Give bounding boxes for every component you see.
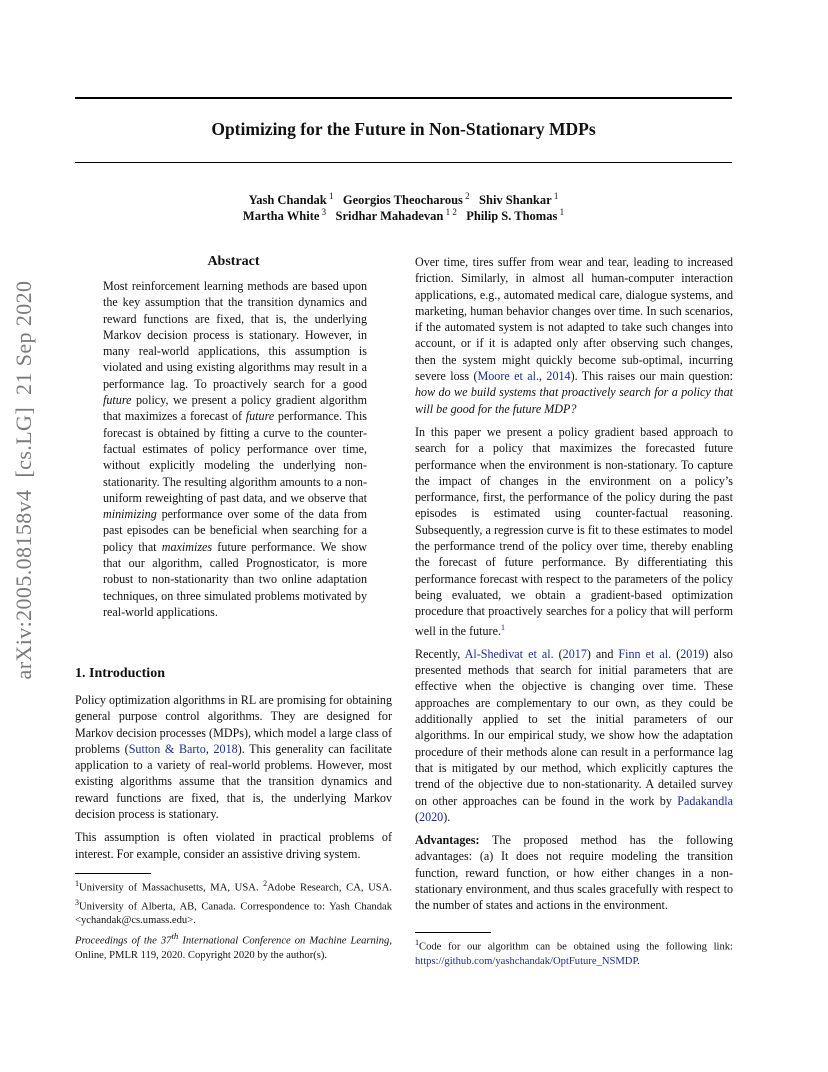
text-run: policy, we present a policy gradient algorithm that maximizes a forecast of (103, 393, 367, 424)
citation-link[interactable]: 2019 (680, 646, 705, 661)
text-run: ). This generality can facilitate application to a variety of real-world problems. However, most existing algorithms assume that the transition dynamics and reward functions are fixed, that is, the underlying Markov decision process is stationary. (75, 741, 393, 822)
text-run: ( (415, 809, 420, 824)
text-run: Policy optimization algorithms in RL are promising for obtaining general purpose control algorithms. They are designed for Markov decision processes (MDPs), which model a large class of problems ( (75, 693, 392, 756)
citation-link[interactable]: Finn et al. (618, 646, 672, 661)
citation-link[interactable]: 1 (500, 622, 505, 632)
right-column-body (415, 254, 733, 921)
citation-link[interactable]: Sutton & Barto (128, 741, 206, 756)
arxiv-category: [cs.LG] (11, 406, 36, 478)
text-run: future (245, 409, 275, 424)
author-list-line-1 (75, 191, 732, 208)
text-run: future (103, 393, 132, 408)
text-run: Over time, tires suffer from wear and tear, leading to increased friction. Similarly, in almost all human-computer interaction applications, e.g., automated medical care, dialogue systems, and marketing, human behavior changes over time. In such scenarios, if the automated system is not adapted to take such changes into account, or if it is adapted only after observing such changes, then the system might quickly become sub-optimal, incurring severe loss ( (415, 255, 733, 384)
text-run: , (538, 369, 547, 384)
citation-link[interactable]: https://github.com/yashchandak/OptFuture_NSMDP (415, 955, 638, 967)
text-run: Advantages: (415, 833, 480, 848)
author-list-line-2 (75, 207, 732, 224)
citation-link[interactable]: Padakandla (677, 793, 733, 808)
text-run: . (637, 955, 640, 967)
paragraph (415, 254, 733, 417)
paragraph (415, 832, 733, 913)
text-run: ) also presented methods that search for initial parameters that are effective when the objective is changing over time. These approaches are complementary to our own, as they could be additionally applied to set the initial parameters of our algorithms. In our empirical study, we show how the adaptation procedure of their methods alone can result in a performance lag that is mitigated by our method, which explicitly captures the trend of the objective due to non-stationarity. A detailed survey on other approaches can be found in the work by (415, 646, 733, 808)
introduction-body (75, 692, 392, 869)
text-run: This assumption is often violated in practical problems of interest. For example, consider an assistive driving system. (75, 830, 392, 861)
arxiv-id: arXiv:2005.08158v4 (11, 489, 36, 680)
arxiv-date: 21 Sep 2020 (11, 280, 36, 395)
citation-link[interactable]: 2020 (419, 809, 444, 824)
affiliation-marker: 1 (557, 207, 565, 217)
introduction-heading: 1. Introduction (75, 666, 165, 681)
text-run: Adobe Research, CA, USA. (267, 882, 392, 894)
abstract-body (103, 278, 367, 620)
text-run: maximizes (161, 539, 213, 554)
text-run: The proposed method has the following advantages: (a) It does not require modeling the transition function, reward function, or how either changes in a non-stationary environment, and thus scales gracefully with respect to the number of states and actions in the environment. (415, 833, 733, 913)
abstract-heading: Abstract (207, 254, 260, 269)
citation-link[interactable]: 2018 (213, 741, 238, 756)
author-name: Yash Chandak (248, 193, 327, 208)
affiliation-marker: 3 (319, 207, 327, 217)
author-name: Martha White (242, 209, 320, 224)
footnote-rule-right (415, 932, 491, 933)
affiliation-marker: 1 (551, 191, 559, 201)
paragraph (75, 692, 392, 822)
text-run: Most reinforcement learning methods are based upon the key assumption that the transition dynamics and reward functions are fixed, that is, the underlying Markov decision process is stationary. However, in many real-world applications, this assumption is violated and using existing algorithms may result in a performance lag. To proactively search for a good (103, 279, 367, 391)
text-run: Proceedings of the 37 (75, 935, 172, 947)
citation-link[interactable]: Moore et al. (477, 369, 539, 384)
text-run: ( (671, 646, 681, 661)
text-run: 1 (415, 938, 419, 947)
arxiv-identifier-stamp (11, 280, 37, 680)
affiliation-marker: 1 2 (443, 207, 457, 217)
text-run: 3 (75, 897, 79, 907)
paragraph (415, 424, 733, 639)
title-rule-top (75, 97, 732, 99)
affiliation-marker: 1 (326, 191, 334, 201)
paragraph (415, 646, 733, 825)
title-rule-bottom (75, 162, 732, 163)
citation-link[interactable]: 2014 (546, 369, 571, 384)
proceedings-notice (75, 929, 392, 963)
text-run: performance. This forecast is obtained by fitting a curve to the counter-factual estimates of policy performance over time, without explicitly modeling the underlying non-stationarity. The resulting algorithm amounts to a non-uniform reweighting of past data, and we observe that (103, 409, 368, 505)
text-run: University of Massachusetts, MA, USA. (79, 882, 264, 894)
text-run: , (205, 741, 214, 756)
text-run: ) and (586, 646, 619, 661)
affiliations-footnote (75, 877, 392, 928)
text-run: Code for our algorithm can be obtained using the following link: (419, 941, 733, 953)
text-run: 1 (75, 879, 79, 888)
footnote-rule-left (75, 873, 151, 874)
text-run: ). (443, 809, 451, 824)
author-name: Philip S. Thomas (466, 209, 558, 224)
author-name: Shiv Shankar (479, 193, 552, 208)
author-name: Sridhar Mahadevan (335, 209, 444, 224)
code-footnote (415, 936, 733, 969)
text-run: performance over some of the data from past episodes can be beneficial when searching for a policy that (103, 507, 367, 554)
affiliation-marker: 2 (462, 191, 470, 201)
author-name: Georgios Theocharous (342, 193, 463, 208)
text-run: future performance. We show that our algorithm, called Prognosticator, is more robust to non-stationarity than two online adaptation techniques, on three simulated problems motivated by real-world applications. (103, 539, 367, 619)
paper-title: Optimizing for the Future in Non-Stationary MDPs (211, 119, 596, 139)
citation-link[interactable]: 2017 (562, 646, 587, 661)
text-run: International Conference on Machine Learning (178, 935, 390, 947)
text-run: th (171, 931, 179, 941)
text-run: how do we build systems that proactively search for a policy that will be good for the future MDP? (415, 385, 733, 416)
text-run: Recently, (415, 646, 465, 661)
text-run: In this paper we present a policy gradient based approach to search for a policy that maximizes the forecasted future performance when the environment is non-stationary. To capture the impact of changes in the environment on a policy’s performance, first, the performance of the policy during the past episodes is estimated using counter-factual reasoning. Subsequently, a regression curve is fit to these estimates to model the performance trend of the policy over time, thereby enabling the forecast of future performance. By differentiating this performance forecast with respect to the parameters of the policy being evaluated, we obtain a gradient-based optimization procedure that proactively searches for a policy that will perform well in the future. (415, 424, 733, 638)
text-run: ( (553, 646, 563, 661)
citation-link[interactable]: Al-Shedivat et al. (464, 646, 554, 661)
text-run: 2 (263, 879, 268, 888)
paragraph (75, 829, 392, 862)
text-run: University of Alberta, AB, Canada. Correspondence to: Yash Chandak <ychandak@cs.umass.edu>. (75, 901, 392, 927)
text-run: , Online, PMLR 119, 2020. Copyright 2020 by the author(s). (75, 935, 392, 961)
text-run: ). This raises our main question: (570, 369, 733, 384)
text-run: minimizing (103, 507, 157, 522)
